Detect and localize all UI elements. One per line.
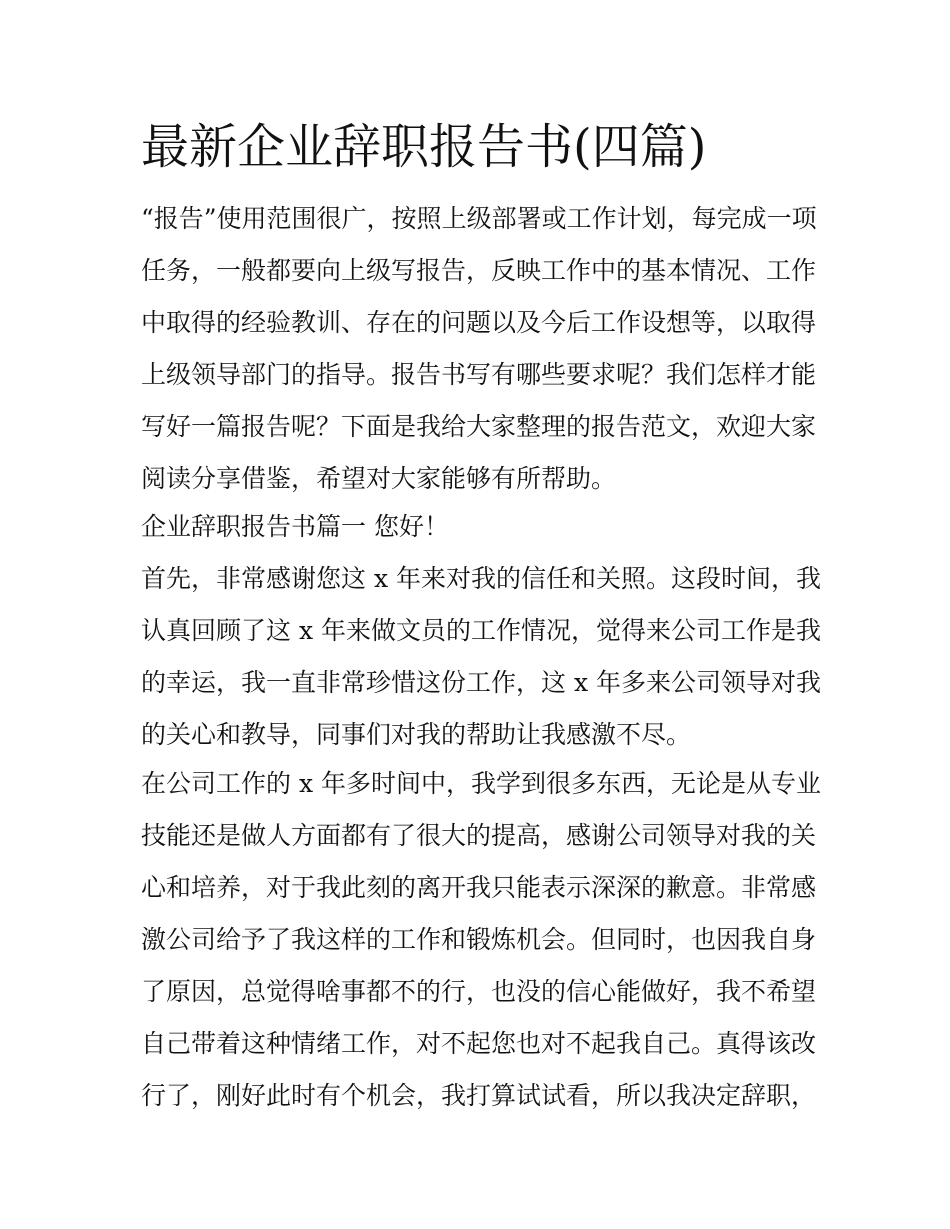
body-line: 中取得的经验教训、存在的问题以及今后工作设想等，以取得 [141,308,817,337]
body-line: 自己带着这种情绪工作，对不起您也对不起我自己。真得该改 [141,1029,817,1058]
body-line: 技能还是做人方面都有了很大的提高，感谢公司领导对我的关 [141,821,817,850]
body-line: 的关心和教导，同事们对我的帮助让我感激不尽。 [141,720,692,749]
body-line: 在公司工作的 x 年多时间中，我学到很多东西，无论是从专业 [141,769,821,798]
body-line: 激公司给予了我这样的工作和锻炼机会。但同时，也因我自身 [141,925,817,954]
body-line: 了原因，总觉得啥事都不的行，也没的信心能做好，我不希望 [141,977,817,1006]
body-line: “报告”使用范围很广，按照上级部署或工作计划，每完成一项 [141,204,817,233]
body-line: 认真回顾了这 x 年来做文员的工作情况，觉得来公司工作是我 [141,616,821,645]
body-line: 的幸运，我一直非常珍惜这份工作，这 x 年多来公司领导对我 [141,668,821,697]
body-line: 任务，一般都要向上级写报告，反映工作中的基本情况、工作 [141,256,817,285]
body-line: 心和培养，对于我此刻的离开我只能表示深深的歉意。非常感 [141,873,817,902]
body-line: 行了，刚好此时有个机会，我打算试试看，所以我决定辞职， [141,1081,817,1110]
document-title: 最新企业辞职报告书(四篇) [141,119,707,175]
body-line: 上级领导部门的指导。报告书写有哪些要求呢？我们怎样才能 [141,360,817,389]
body-line: 写好一篇报告呢？下面是我给大家整理的报告范文，欢迎大家 [141,412,817,441]
body-line: 首先，非常感谢您这 x 年来对我的信任和关照。这段时间，我 [141,564,821,593]
body-line: 阅读分享借鉴，希望对大家能够有所帮助。 [141,464,617,493]
section-heading: 企业辞职报告书篇一 您好！ [141,512,449,541]
